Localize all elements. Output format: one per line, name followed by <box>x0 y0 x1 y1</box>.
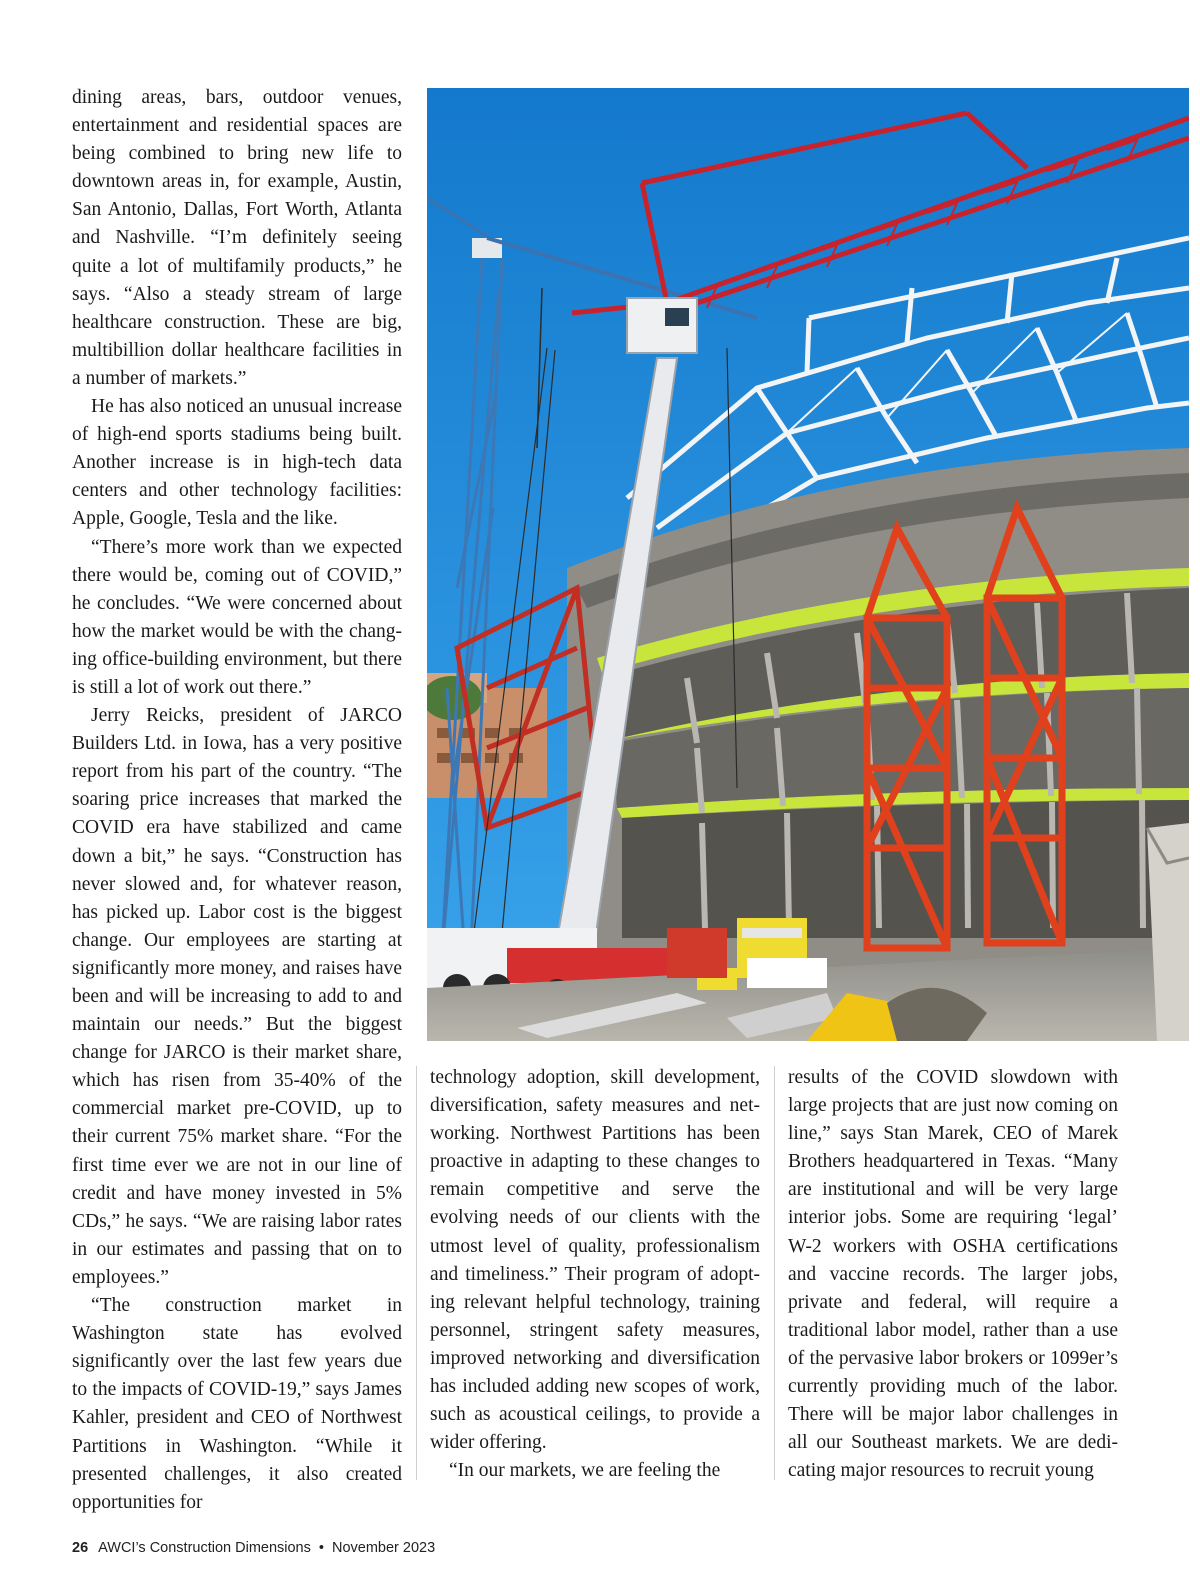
paragraph: He has also noticed an unusual increase of high-end sports stadiums being built. Another increase is in high-tech data centers and other technology facilities: Apple, Google, Tesla and the like. <box>72 396 402 530</box>
stadium-construction-photo <box>427 88 1189 1041</box>
paragraph: technology adoption, skill development, diversification, safety measures and networking. Northwest Partitions has been proactive in adapting to these changes to remain competitive and serve the evolving needs of our clients with the utmost level of quality, professionalism and timeliness.” Their program of adopting relevant helpful technology, training personnel, stringent safety measures, improved networking and diversification has included adding new scopes of work, such as acoustical ceilings, to provide a wider offering. <box>430 1067 760 1454</box>
paragraph: “There’s more work than we expected there would be, coming out of COVID,” he concludes. “We were concerned about how the market would be with the changing office-building environment, but there is still a lot of work out there.” <box>72 536 402 698</box>
paragraph: “In our markets, we are feeling the <box>449 1460 721 1482</box>
footer-separator: • <box>318 1540 324 1556</box>
article-column-left <box>72 84 402 1517</box>
column-divider <box>416 1066 417 1480</box>
paragraph: Jerry Reicks, president of JARCO Builders Ltd. in Iowa, has a very positive report from his part of the country. “The soaring price increases that marked the COVID era have stabilized and came down a bit,” he says. “Construction has never slowed and, for whatever reason, has picked up. Labor cost is the biggest change. Our employees are starting at significantly more money, and raises have been and will be increasing to add to and maintain our needs.” But the biggest change for JARCO is their market share, which has risen from 35-40% of the commercial market pre-COVID, up to their current 75% market share. “For the first time ever we are not in our line of credit and have money invested in 5% CDs,” he says. “We are raising labor rates in our estimates and passing that on to employees.” <box>72 705 402 1288</box>
publication-name: AWCI’s Construction Dimensions <box>98 1540 311 1556</box>
column-divider <box>774 1066 775 1480</box>
page-number: 26 <box>72 1540 89 1556</box>
paragraph: dining areas, bars, outdoor venues, entertainment and residential spaces are being combined to bring new life to downtown areas in, for example, Austin, San Antonio, Dallas, Fort Worth, Atlanta and Nashville. “I’m definitely seeing quite a lot of multifamily products,” he says. “Also a steady stream of large healthcare construction. These are big, multibillion dollar healthcare facilities in a number of markets.” <box>72 87 402 389</box>
page-footer <box>72 1540 435 1556</box>
paragraph: “The construction market in Washington state has evolved significantly over the last few years due to the impacts of COVID-19,” says James Kahler, president and CEO of Northwest Partitions in Washington. “While it presented challenges, it also created opportunities for <box>72 1295 402 1513</box>
article-column-right <box>788 1064 1118 1485</box>
issue-date: November 2023 <box>331 1540 436 1556</box>
paragraph: results of the COVID slowdown with large projects that are just now coming on line,” says Stan Marek, CEO of Marek Brothers headquartered in Texas. “Many are institutional and will be very large interior jobs. Some are requiring ‘legal’ W-2 workers with OSHA certifications and vaccine records. The larger jobs, private and federal, will require a traditional labor model, rather than a use of the pervasive labor brokers or 1099er’s currently providing much of the labor. There will be major labor challenges in all our Southeast markets. We are dedicating major resources to recruit young <box>788 1067 1118 1482</box>
article-column-middle <box>430 1064 760 1485</box>
